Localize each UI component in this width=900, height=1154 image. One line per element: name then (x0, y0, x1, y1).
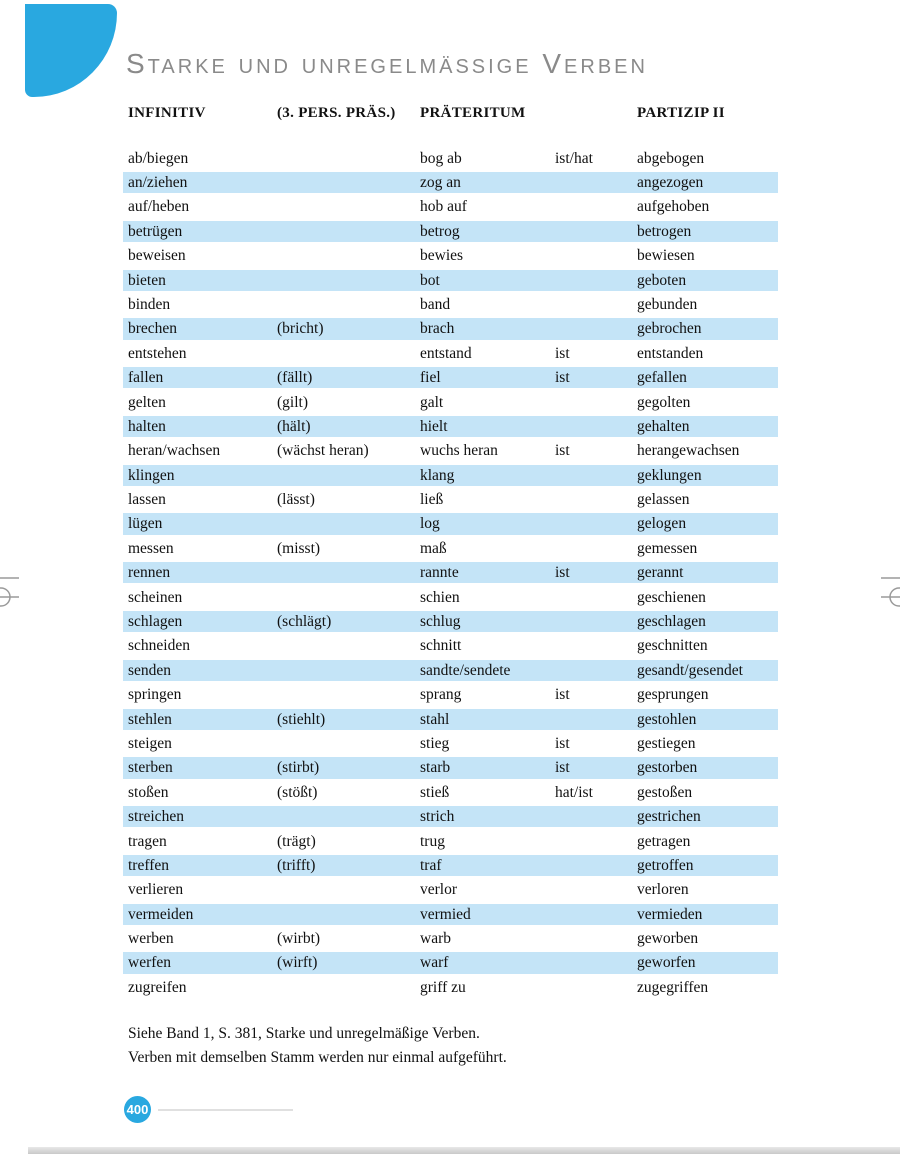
cell-infinitiv: lassen (128, 491, 166, 509)
table-row (123, 244, 778, 268)
cell-aux (555, 831, 637, 852)
cell-praesens: (wirbt) (277, 930, 321, 948)
cell-praesens: (wirft) (277, 954, 318, 972)
page-number-rule (158, 1109, 293, 1111)
cell-praesens: (stößt) (277, 783, 318, 801)
cell-aux (555, 806, 637, 827)
cell-partizip: geschlagen (637, 613, 706, 631)
cell-partizip: zugegriffen (637, 978, 709, 996)
cell-praeteritum: sprang (420, 686, 462, 704)
cell-infinitiv: gelten (128, 393, 166, 411)
cell-infinitiv: entstehen (128, 344, 187, 362)
cell-praeteritum: warf (420, 954, 449, 972)
cell-aux (555, 952, 637, 973)
cell-infinitiv: ab/biegen (128, 149, 189, 167)
cell-partizip: gestiegen (637, 734, 696, 752)
table-row (123, 219, 778, 243)
cell-praeteritum: bot (420, 271, 440, 289)
cell-praesens: (bricht) (277, 320, 324, 338)
cell-infinitiv: auf/heben (128, 198, 190, 216)
cell-praeteritum: wuchs heran (420, 442, 498, 460)
cell-aux: ist (555, 759, 570, 777)
cell-aux (555, 294, 637, 315)
cell-partizip: abgebogen (637, 149, 705, 167)
cell-praeteritum: stieg (420, 734, 450, 752)
table-row (123, 707, 778, 731)
page-number: 400 (126, 1102, 149, 1117)
table-row (123, 829, 778, 853)
cell-partizip: gerannt (637, 564, 684, 582)
table-row (123, 390, 778, 414)
cell-infinitiv: messen (128, 539, 174, 557)
cell-praeteritum: bog ab (420, 149, 462, 167)
cell-praesens: (misst) (277, 539, 321, 557)
cell-partizip: gestorben (637, 759, 698, 777)
cell-infinitiv: schneiden (128, 637, 190, 655)
cell-infinitiv: sterben (128, 759, 173, 777)
cell-aux (555, 245, 637, 266)
verb-table-header (123, 103, 778, 123)
cell-aux (555, 392, 637, 413)
cell-praeteritum: schien (420, 588, 460, 606)
cell-aux (555, 855, 637, 876)
cell-aux: hat/ist (555, 783, 593, 801)
cell-aux (555, 221, 637, 242)
cell-aux: ist (555, 734, 570, 752)
cell-infinitiv: zugreifen (128, 978, 187, 996)
cell-praeteritum: griff zu (420, 978, 466, 996)
cell-partizip: gebrochen (637, 320, 702, 338)
cell-partizip: gegolten (637, 393, 691, 411)
cell-partizip: angezogen (637, 173, 704, 191)
cell-aux: ist (555, 564, 570, 582)
cell-aux: ist (555, 686, 570, 704)
table-row (123, 951, 778, 975)
cell-praeteritum: rannte (420, 564, 459, 582)
cell-partizip: entstanden (637, 344, 704, 362)
header-praeteritum: PRÄTERITUM (420, 105, 526, 121)
cell-praeteritum: ließ (420, 491, 444, 509)
cell-praesens: (gilt) (277, 393, 308, 411)
cell-praesens (277, 245, 420, 266)
cell-praesens (277, 806, 420, 827)
cell-partizip: gelassen (637, 491, 690, 509)
cell-praesens (277, 904, 420, 925)
table-row (123, 463, 778, 487)
cell-infinitiv: stehlen (128, 710, 172, 728)
header-infinitiv: INFINITIV (128, 105, 206, 121)
cell-partizip: geworben (637, 930, 699, 948)
cell-praeteritum: maß (420, 539, 447, 557)
cell-infinitiv: stoßen (128, 783, 169, 801)
cell-praeteritum: trug (420, 832, 445, 850)
cell-aux (555, 538, 637, 559)
cell-infinitiv: senden (128, 661, 172, 679)
cell-praesens (277, 221, 420, 242)
cell-aux (555, 709, 637, 730)
table-row (123, 414, 778, 438)
cell-infinitiv: verlieren (128, 881, 184, 899)
cell-partizip: gestrichen (637, 808, 701, 826)
cell-partizip: gemessen (637, 539, 698, 557)
footer-note-line2: Verben mit demselben Stamm werden nur einmal aufgeführt. (128, 1049, 507, 1066)
cell-infinitiv: schlagen (128, 613, 183, 631)
cell-aux (555, 196, 637, 217)
table-row (123, 853, 778, 877)
cell-infinitiv: rennen (128, 564, 171, 582)
cell-praesens (277, 977, 420, 998)
table-row (123, 512, 778, 536)
cell-praeteritum: strich (420, 808, 455, 826)
cell-aux (555, 416, 637, 437)
cell-praeteritum: log (420, 515, 440, 533)
cell-praesens: (wächst heran) (277, 442, 369, 460)
table-row (123, 292, 778, 316)
cell-praesens (277, 587, 420, 608)
table-row (123, 780, 778, 804)
corner-accent-shape (25, 4, 117, 97)
cell-aux (555, 270, 637, 291)
table-row (123, 683, 778, 707)
cell-praesens (277, 294, 420, 315)
page-number-badge (124, 1096, 151, 1123)
registration-mark-left (0, 568, 26, 624)
cell-praeteritum: stahl (420, 710, 450, 728)
cell-praeteritum: bewies (420, 247, 464, 265)
table-row (123, 756, 778, 780)
table-row (123, 536, 778, 560)
cell-partizip: getragen (637, 832, 691, 850)
cell-infinitiv: steigen (128, 734, 172, 752)
cell-praeteritum: starb (420, 759, 451, 777)
cell-praesens (277, 196, 420, 217)
cell-infinitiv: vermeiden (128, 905, 194, 923)
cell-aux (555, 904, 637, 925)
cell-partizip: gelogen (637, 515, 687, 533)
cell-partizip: gestoßen (637, 783, 693, 801)
cell-aux (555, 635, 637, 656)
table-row (123, 170, 778, 194)
table-row (123, 805, 778, 829)
cell-infinitiv: brechen (128, 320, 178, 338)
cell-aux (555, 489, 637, 510)
table-row (123, 658, 778, 682)
table-row (123, 195, 778, 219)
cell-aux: ist (555, 442, 570, 460)
cell-infinitiv: an/ziehen (128, 173, 188, 191)
table-row (123, 585, 778, 609)
cell-praeteritum: traf (420, 856, 442, 874)
table-row (123, 927, 778, 951)
cell-partizip: aufgehoben (637, 198, 710, 216)
cell-partizip: geklungen (637, 466, 702, 484)
table-row (123, 878, 778, 902)
table-row (123, 317, 778, 341)
cell-partizip: geschienen (637, 588, 706, 606)
cell-partizip: gebunden (637, 295, 698, 313)
page-edge-bottom (28, 1147, 900, 1154)
table-row (123, 731, 778, 755)
cell-praesens: (schlägt) (277, 613, 332, 631)
table-row (123, 561, 778, 585)
cell-infinitiv: treffen (128, 856, 170, 874)
cell-praeteritum: zog an (420, 173, 461, 191)
cell-aux (555, 465, 637, 486)
cell-praeteritum: warb (420, 930, 451, 948)
page-title: Starke und unregelmässige Verben (126, 48, 648, 79)
cell-aux: ist (555, 369, 570, 387)
table-row (123, 366, 778, 390)
header-partizip: PARTIZIP II (637, 105, 725, 121)
cell-praeteritum: galt (420, 393, 444, 411)
cell-praeteritum: brach (420, 320, 455, 338)
cell-praeteritum: entstand (420, 344, 472, 362)
cell-praesens: (stirbt) (277, 759, 320, 777)
cell-partizip: verloren (637, 881, 689, 899)
cell-aux: ist/hat (555, 149, 593, 167)
cell-praeteritum: verlor (420, 881, 458, 899)
cell-aux (555, 611, 637, 632)
cell-aux (555, 318, 637, 339)
cell-infinitiv: heran/wachsen (128, 442, 221, 460)
cell-partizip: geboten (637, 271, 687, 289)
cell-infinitiv: halten (128, 417, 166, 435)
cell-partizip: getroffen (637, 856, 694, 874)
cell-praesens (277, 513, 420, 534)
cell-partizip: gehalten (637, 417, 690, 435)
cell-praesens: (fällt) (277, 369, 313, 387)
footer-note-line1: Siehe Band 1, S. 381, Starke und unregelmäßige Verben. (128, 1025, 480, 1042)
table-row (123, 975, 778, 999)
cell-praeteritum: fiel (420, 369, 441, 387)
cell-partizip: herangewachsen (637, 442, 740, 460)
table-row (123, 268, 778, 292)
cell-aux (555, 513, 637, 534)
cell-infinitiv: tragen (128, 832, 167, 850)
table-row (123, 146, 778, 170)
cell-praesens: (trägt) (277, 832, 316, 850)
cell-aux (555, 172, 637, 193)
cell-praesens (277, 733, 420, 754)
cell-praesens (277, 684, 420, 705)
cell-partizip: gesandt/gesendet (637, 661, 743, 679)
cell-praeteritum: schlug (420, 613, 461, 631)
cell-aux (555, 977, 637, 998)
cell-partizip: geschnitten (637, 637, 708, 655)
table-row (123, 341, 778, 365)
table-row (123, 487, 778, 511)
cell-infinitiv: werben (128, 930, 174, 948)
cell-praesens (277, 343, 420, 364)
cell-praeteritum: hob auf (420, 198, 467, 216)
cell-partizip: gestohlen (637, 710, 697, 728)
cell-aux (555, 928, 637, 949)
cell-infinitiv: binden (128, 295, 171, 313)
cell-praeteritum: sandte/sendete (420, 661, 511, 679)
cell-praeteritum: band (420, 295, 451, 313)
registration-mark-right (874, 568, 900, 624)
cell-partizip: geworfen (637, 954, 696, 972)
cell-praesens (277, 148, 420, 169)
header-aux (555, 103, 637, 123)
cell-praesens (277, 172, 420, 193)
cell-praesens: (lässt) (277, 491, 315, 509)
cell-infinitiv: klingen (128, 466, 175, 484)
cell-infinitiv: fallen (128, 369, 164, 387)
cell-infinitiv: springen (128, 686, 182, 704)
cell-praesens (277, 270, 420, 291)
cell-infinitiv: scheinen (128, 588, 183, 606)
cell-aux (555, 660, 637, 681)
cell-infinitiv: bieten (128, 271, 166, 289)
cell-praeteritum: betrog (420, 222, 460, 240)
cell-praesens: (stiehlt) (277, 710, 326, 728)
cell-praeteritum: hielt (420, 417, 448, 435)
cell-partizip: gesprungen (637, 686, 709, 704)
cell-partizip: bewiesen (637, 247, 695, 265)
table-row (123, 902, 778, 926)
cell-infinitiv: lügen (128, 515, 163, 533)
cell-praesens (277, 562, 420, 583)
cell-praesens (277, 879, 420, 900)
cell-praeteritum: schnitt (420, 637, 462, 655)
cell-praeteritum: klang (420, 466, 455, 484)
cell-partizip: betrogen (637, 222, 692, 240)
cell-aux (555, 879, 637, 900)
cell-infinitiv: betrügen (128, 222, 183, 240)
cell-partizip: vermieden (637, 905, 703, 923)
header-praesens: (3. PERS. PRÄS.) (277, 105, 396, 121)
table-row (123, 609, 778, 633)
cell-praesens (277, 465, 420, 486)
footer-notes (128, 1022, 507, 1070)
cell-aux: ist (555, 344, 570, 362)
verb-table-body (123, 146, 778, 1000)
table-row (123, 439, 778, 463)
cell-praesens: (hält) (277, 417, 311, 435)
cell-aux (555, 587, 637, 608)
table-row (123, 634, 778, 658)
cell-praesens: (trifft) (277, 856, 316, 874)
cell-infinitiv: beweisen (128, 247, 186, 265)
cell-praesens (277, 635, 420, 656)
cell-infinitiv: werfen (128, 954, 172, 972)
cell-praesens (277, 660, 420, 681)
cell-praeteritum: stieß (420, 783, 450, 801)
cell-partizip: gefallen (637, 369, 687, 387)
cell-praeteritum: vermied (420, 905, 471, 923)
cell-infinitiv: streichen (128, 808, 184, 826)
